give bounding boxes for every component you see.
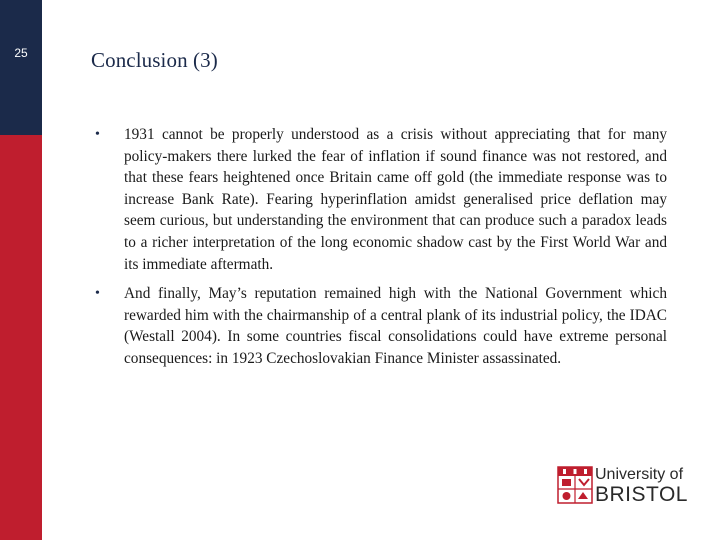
bullet-text: And finally, May’s reputation remained high with the National Government which rewarded him with the chairmanship of a central plank of its industrial policy, the IDAC (Westall 2004). In some countries fiscal consolidations could have extreme personal consequences: in 1923 Czechoslovakian Finance Minister assassinated. [124,285,667,367]
bullet-icon: • [95,127,100,142]
logo-text-university: University of [595,466,684,483]
slide-number: 25 [14,46,28,60]
slide-title: Conclusion (3) [91,48,218,72]
logo-text-bristol: BRISTOL [595,483,688,506]
university-logo [557,465,687,507]
bullet-item [95,124,667,275]
crest-icon [557,465,593,505]
bullet-item [95,283,667,369]
bullet-list [95,124,667,378]
bullet-text: 1931 cannot be properly understood as a crisis without appreciating that for many policy-makers there lurked the fear of inflation if sound finance was not restored, and that these fears heightened once Britain came off gold (the immediate response was to increase Bank Rate). Fearing hyperinflation amidst generalised price deflation may seem curious, but understanding the environment that can produce such a paradox leads to a richer interpretation of the long economic shadow cast by the First World War and its immediate aftermath. [124,126,667,273]
slide-number-box [0,0,42,135]
bullet-icon: • [95,286,100,302]
